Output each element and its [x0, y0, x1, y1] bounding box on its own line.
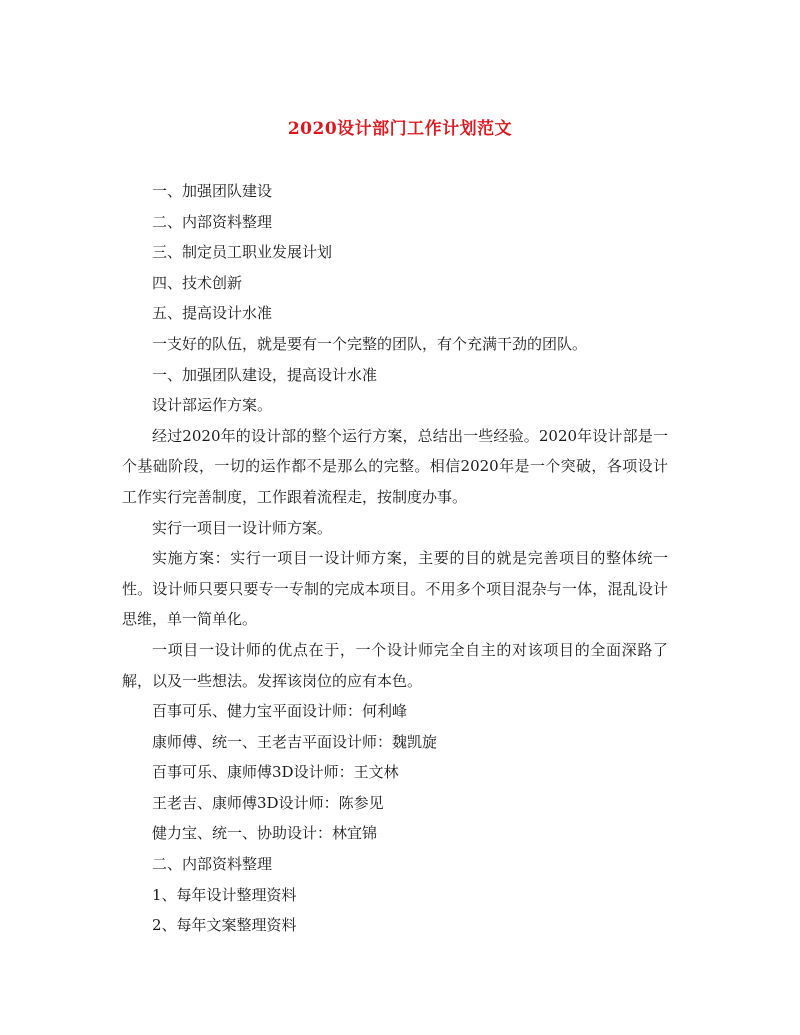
- section2-heading: 二、内部资料整理: [152, 855, 273, 874]
- advantage-paragraph: 一项目一设计师的优点在于，一个设计师完全自主的对该项目的全面深路了解，以及一些想法。发挥该岗位的应有本色。: [122, 640, 668, 690]
- outline-item-2: 二、内部资料整理: [152, 212, 273, 231]
- assignment-item: 健力宝、统一、协助设计：林宜锦: [152, 824, 378, 843]
- assignment-item: 百事可乐、健力宝平面设计师：何利峰: [152, 702, 408, 721]
- section1-subheading: 设计部运作方案。: [152, 396, 273, 415]
- assignment-item: 王老吉、康师傅3D设计师：陈参见: [152, 793, 384, 812]
- one-project-heading: 实行一项目一设计师方案。: [152, 518, 333, 537]
- outline-item-5: 五、提高设计水准: [152, 304, 273, 323]
- document-title: 2020设计部门工作计划范文: [287, 119, 513, 139]
- outline-item-4: 四、技术创新: [152, 273, 243, 292]
- experience-paragraph: 经过2020年的设计部的整个运行方案，总结出一些经验。2020年设计部是一个基础阶段，一切的运作都不是那么的完整。相信2020年是一个突破，各项设计工作实行完善制度，工作跟着流程走，按制度办事。: [122, 426, 668, 506]
- team-statement: 一支好的队伍，就是要有一个完整的团队，有个充满干劲的团队。: [152, 334, 588, 353]
- section2-item: 1、每年设计整理资料: [152, 885, 297, 904]
- document-body: [122, 176, 668, 941]
- assignment-item: 百事可乐、康师傅3D设计师：王文林: [152, 763, 399, 782]
- section2-item: 2、每年文案整理资料: [152, 916, 297, 935]
- assignment-item: 康师傅、统一、王老吉平面设计师：魏凯旋: [152, 732, 438, 751]
- section1-heading: 一、加强团队建设，提高设计水准: [152, 365, 378, 384]
- implementation-paragraph: 实施方案：实行一项目一设计师方案，主要的目的就是完善项目的整体统一性。设计师只要只要专一专制的完成本项目。不用多个项目混杂与一体，混乱设计思维，单一简单化。: [122, 549, 668, 629]
- outline-item-1: 一、加强团队建设: [152, 182, 273, 200]
- outline-item-3: 三、制定员工职业发展计划: [152, 243, 333, 262]
